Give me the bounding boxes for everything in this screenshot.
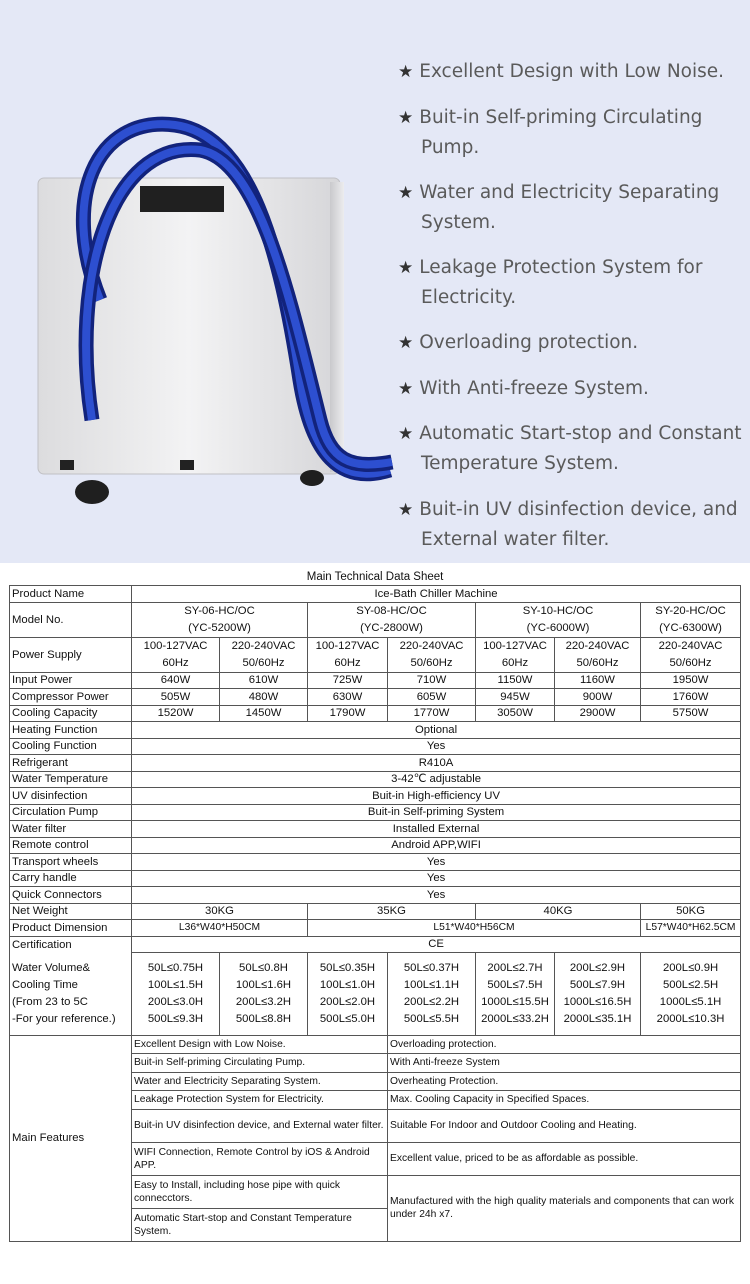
cooling-capacity-cell: 1450W — [220, 705, 308, 722]
feature-6: ★ With Anti-freeze System. — [398, 378, 649, 399]
refrigerant-value: R410A — [132, 755, 741, 772]
model-cell: SY-06-HC/OC (YC-5200W) — [132, 602, 308, 637]
row-label-quick-connectors: Quick Connectors — [10, 887, 132, 904]
technical-data-sheet — [9, 568, 741, 1242]
row-label-certification: Certification — [10, 936, 132, 953]
water-filter-value: Installed External — [132, 821, 741, 838]
net-weight-cell: 40KG — [476, 903, 641, 920]
row-label-water-temperature: Water Temperature — [10, 771, 132, 788]
cooling-capacity-cell: 1790W — [308, 705, 388, 722]
feature-right-4: Max. Cooling Capacity in Specified Spaces. — [388, 1091, 741, 1110]
dimension-cell: L57*W40*H62.5CM — [641, 920, 741, 937]
star-icon: ★ — [398, 108, 414, 128]
cooling-capacity-cell: 1520W — [132, 705, 220, 722]
feature-4: ★ Leakage Protection System for Electricity. — [398, 257, 703, 308]
star-icon: ★ — [398, 379, 414, 399]
input-power-cell: 640W — [132, 672, 220, 689]
feature-left-5: Buit-in UV disinfection device, and External water filter. — [132, 1109, 388, 1142]
row-label-model: Model No. — [10, 602, 132, 637]
dimension-cell: L51*W40*H56CM — [308, 920, 641, 937]
feature-1: ★ Excellent Design with Low Noise. — [398, 61, 725, 82]
cooling-capacity-cell: 1770W — [388, 705, 476, 722]
row-label-remote-control: Remote control — [10, 837, 132, 854]
compressor-power-cell: 945W — [476, 689, 555, 706]
carry-handle-value: Yes — [132, 870, 741, 887]
cooling-time-cell: 50L≤0.37H 100L≤1.1H 200L≤2.2H 500L≤5.5H — [388, 953, 476, 1036]
net-weight-cell: 35KG — [308, 903, 476, 920]
row-label-water-filter: Water filter — [10, 821, 132, 838]
power-supply-cell: 100-127VAC 60Hz — [476, 637, 555, 672]
feature-2: ★ Buit-in Self-priming Circulating Pump. — [398, 107, 703, 158]
star-icon: ★ — [398, 500, 414, 520]
water-temperature-value: 3-42℃ adjustable — [132, 771, 741, 788]
row-label-power-supply: Power Supply — [10, 637, 132, 672]
circulation-pump-value: Buit-in Self-priming System — [132, 804, 741, 821]
row-label-main-features: Main Features — [10, 1035, 132, 1241]
row-label-product-name: Product Name — [10, 586, 132, 603]
row-label-uv-disinfection: UV disinfection — [10, 788, 132, 805]
net-weight-cell: 30KG — [132, 903, 308, 920]
input-power-cell: 610W — [220, 672, 308, 689]
feature-left-1: Excellent Design with Low Noise. — [132, 1035, 388, 1054]
cooling-function-value: Yes — [132, 738, 741, 755]
cooling-capacity-cell: 2900W — [555, 705, 641, 722]
model-cell: SY-08-HC/OC (YC-2800W) — [308, 602, 476, 637]
power-supply-cell: 100-127VAC 60Hz — [132, 637, 220, 672]
feature-left-3: Water and Electricity Separating System. — [132, 1072, 388, 1091]
compressor-power-cell: 900W — [555, 689, 641, 706]
cooling-time-cell: 50L≤0.75H 100L≤1.5H 200L≤3.0H 500L≤9.3H — [132, 953, 220, 1036]
feature-right-2: With Anti-freeze System — [388, 1054, 741, 1073]
power-supply-cell: 220-240VAC 50/60Hz — [220, 637, 308, 672]
compressor-power-cell: 1760W — [641, 689, 741, 706]
star-icon: ★ — [398, 258, 414, 278]
cooling-time-cell: 200L≤0.9H 500L≤2.5H 1000L≤5.1H 2000L≤10.3H — [641, 953, 741, 1036]
input-power-cell: 710W — [388, 672, 476, 689]
row-label-input-power: Input Power — [10, 672, 132, 689]
model-cell: SY-20-HC/OC (YC-6300W) — [641, 602, 741, 637]
feature-left-6: WIFI Connection, Remote Control by iOS & Android APP. — [132, 1142, 388, 1175]
feature-right-7: Manufactured with the high quality materials and components that can work under 24h x7. — [388, 1175, 741, 1241]
compressor-power-cell: 505W — [132, 689, 220, 706]
row-label-compressor-power: Compressor Power — [10, 689, 132, 706]
feature-7: ★ Automatic Start-stop and Constant Temperature System. — [398, 423, 742, 474]
feature-5: ★ Overloading protection. — [398, 332, 639, 353]
row-label-carry-handle: Carry handle — [10, 870, 132, 887]
model-cell: SY-10-HC/OC (YC-6000W) — [476, 602, 641, 637]
dimension-cell: L36*W40*H50CM — [132, 920, 308, 937]
transport-wheels-value: Yes — [132, 854, 741, 871]
row-label-heating-function: Heating Function — [10, 722, 132, 739]
cooling-capacity-cell: 5750W — [641, 705, 741, 722]
feature-right-5: Suitable For Indoor and Outdoor Cooling and Heating. — [388, 1109, 741, 1142]
cooling-time-cell: 50L≤0.8H 100L≤1.6H 200L≤3.2H 500L≤8.8H — [220, 953, 308, 1036]
feature-left-7: Easy to Install, including hose pipe with quick connecctors. — [132, 1175, 388, 1208]
product-name-value: Ice-Bath Chiller Machine — [132, 586, 741, 603]
product-hero — [0, 0, 750, 563]
feature-right-1: Overloading protection. — [388, 1035, 741, 1054]
cooling-capacity-cell: 3050W — [476, 705, 555, 722]
feature-left-8: Automatic Start-stop and Constant Temperature System. — [132, 1208, 388, 1241]
star-icon: ★ — [398, 183, 414, 203]
compressor-power-cell: 630W — [308, 689, 388, 706]
row-label-net-weight: Net Weight — [10, 903, 132, 920]
feature-left-2: Buit-in Self-priming Circulating Pump. — [132, 1054, 388, 1073]
feature-8: ★ Buit-in UV disinfection device, and External water filter. — [398, 499, 738, 550]
cooling-time-cell: 200L≤2.7H 500L≤7.5H 1000L≤15.5H 2000L≤33.2H — [476, 953, 555, 1036]
row-label-transport-wheels: Transport wheels — [10, 854, 132, 871]
feature-right-6: Excellent value, priced to be as affordable as possible. — [388, 1142, 741, 1175]
heating-function-value: Optional — [132, 722, 741, 739]
input-power-cell: 1160W — [555, 672, 641, 689]
remote-control-value: Android APP,WIFI — [132, 837, 741, 854]
row-label-circulation-pump: Circulation Pump — [10, 804, 132, 821]
feature-left-4: Leakage Protection System for Electricity. — [132, 1091, 388, 1110]
quick-connectors-value: Yes — [132, 887, 741, 904]
input-power-cell: 1950W — [641, 672, 741, 689]
cooling-time-cell: 200L≤2.9H 500L≤7.9H 1000L≤16.5H 2000L≤35.1H — [555, 953, 641, 1036]
row-label-refrigerant: Refrigerant — [10, 755, 132, 772]
star-icon: ★ — [398, 424, 414, 444]
feature-right-3: Overheating Protection. — [388, 1072, 741, 1091]
chiller-machine-illustration — [0, 0, 400, 563]
sheet-title: Main Technical Data Sheet — [306, 570, 444, 583]
row-label-cooling-function: Cooling Function — [10, 738, 132, 755]
row-label-cooling-time: Water Volume& Cooling Time (From 23 to 5C -For your reference.) — [10, 953, 132, 1036]
power-supply-cell: 220-240VAC 50/60Hz — [388, 637, 476, 672]
power-supply-cell: 100-127VAC 60Hz — [308, 637, 388, 672]
row-label-cooling-capacity: Cooling Capacity — [10, 705, 132, 722]
certification-value: CE — [132, 936, 741, 953]
compressor-power-cell: 480W — [220, 689, 308, 706]
row-label-product-dimension: Product Dimension — [10, 920, 132, 937]
star-icon: ★ — [398, 62, 414, 82]
power-supply-cell: 220-240VAC 50/60Hz — [641, 637, 741, 672]
power-supply-cell: 220-240VAC 50/60Hz — [555, 637, 641, 672]
input-power-cell: 725W — [308, 672, 388, 689]
feature-3: ★ Water and Electricity Separating System. — [398, 182, 720, 233]
star-icon: ★ — [398, 333, 414, 353]
cooling-time-cell: 50L≤0.35H 100L≤1.0H 200L≤2.0H 500L≤5.0H — [308, 953, 388, 1036]
uv-disinfection-value: Buit-in High-efficiency UV — [132, 788, 741, 805]
compressor-power-cell: 605W — [388, 689, 476, 706]
net-weight-cell: 50KG — [641, 903, 741, 920]
input-power-cell: 1150W — [476, 672, 555, 689]
